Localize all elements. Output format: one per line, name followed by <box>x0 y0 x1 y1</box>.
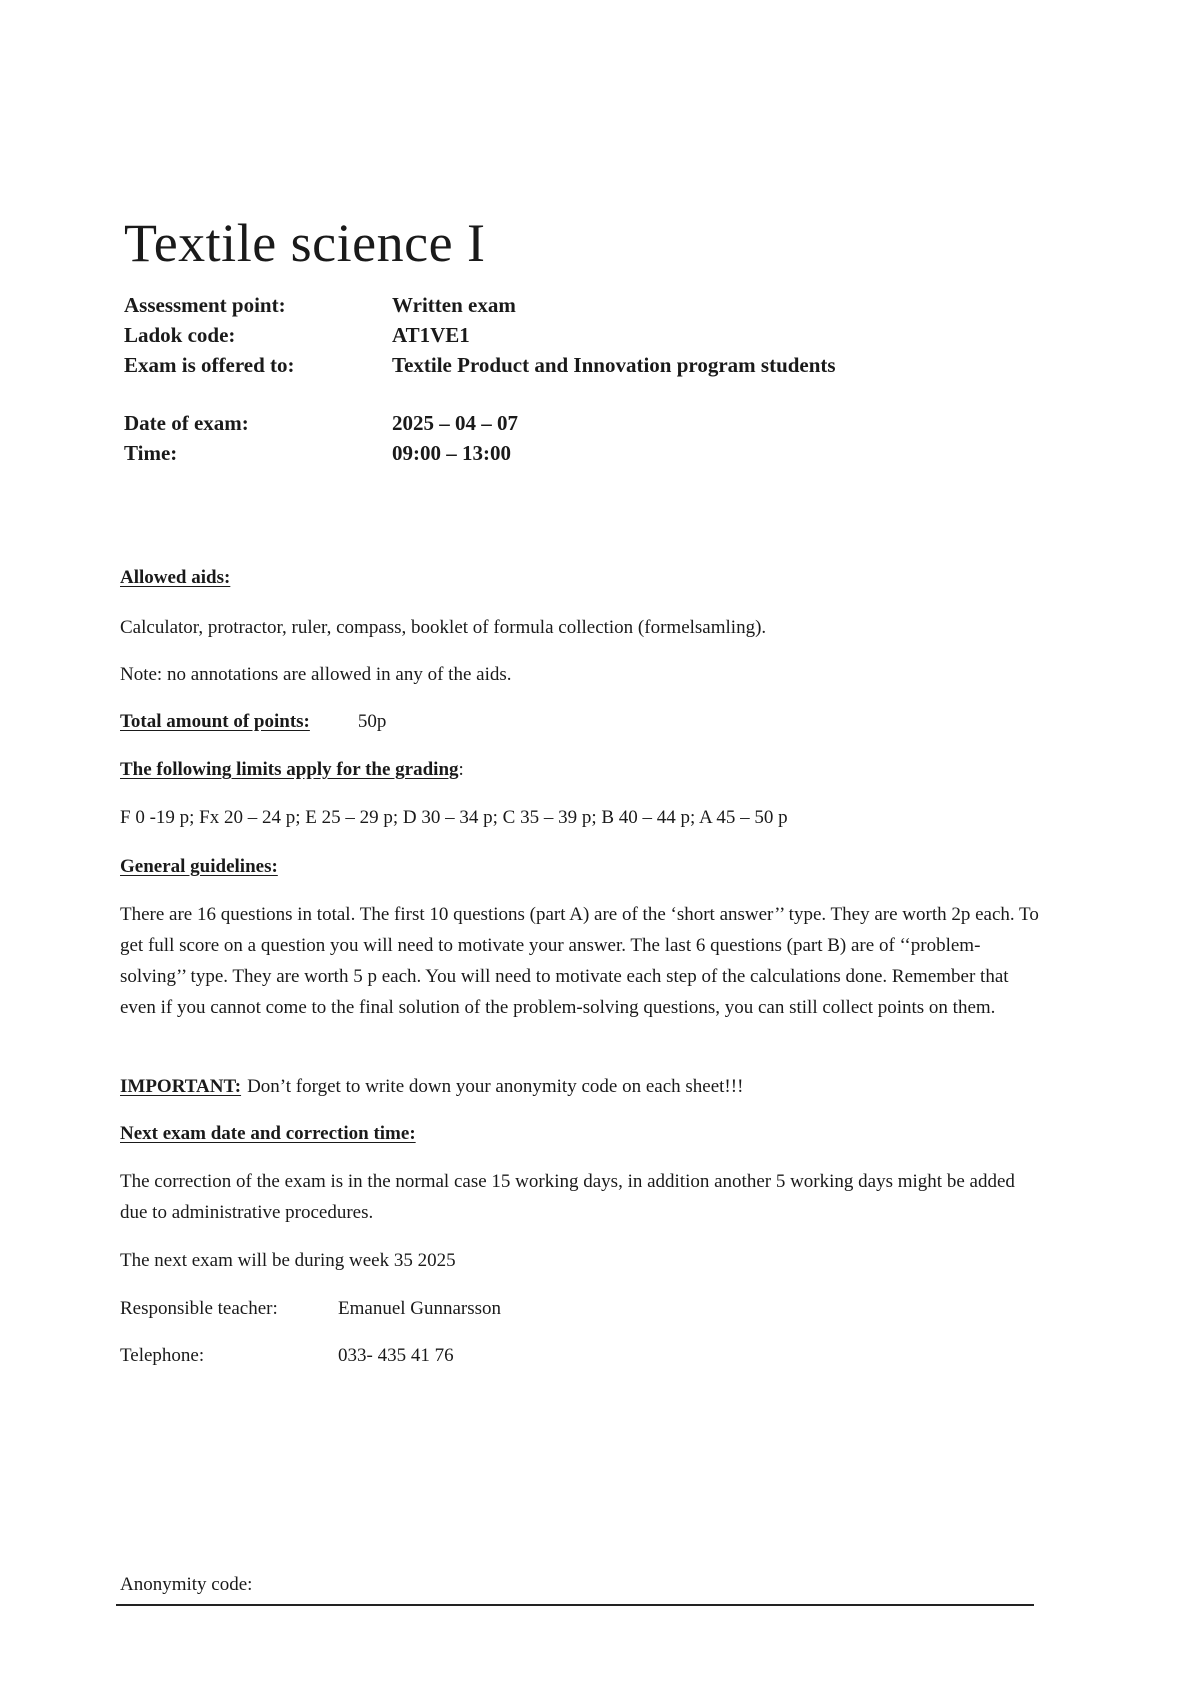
important-text: Don’t forget to write down your anonymity code on each sheet!!! <box>247 1076 744 1097</box>
next-exam-text: The next exam will be during week 35 2025 <box>120 1250 456 1271</box>
info-row-date <box>124 408 518 438</box>
info-value: Textile Product and Innovation program students <box>392 352 836 377</box>
info-label: Exam is offered to: <box>124 352 295 377</box>
allowed-aids-note: Note: no annotations are allowed in any of the aids. <box>120 664 512 685</box>
info-label: Ladok code: <box>124 322 236 347</box>
anonymity-code-label: Anonymity code: <box>120 1574 253 1595</box>
phone-label: Telephone: <box>120 1345 205 1366</box>
page-title: Textile science I <box>124 213 486 273</box>
phone-value: 033- 435 41 76 <box>338 1345 454 1366</box>
total-points-value: 50p <box>357 711 387 732</box>
grading-heading-colon: : <box>458 759 464 780</box>
grading-limits: F 0 -19 p; Fx 20 – 24 p; E 25 – 29 p; D 30 – 34 p; C 35 – 39 p; B 40 – 44 p; A 45 – 50 p <box>120 807 788 828</box>
phone-row <box>120 1340 1040 1371</box>
total-points-heading: Total amount of points: <box>120 711 310 732</box>
info-value: AT1VE1 <box>392 322 470 347</box>
grading-heading-row <box>120 754 1040 785</box>
exam-info-block <box>124 290 836 380</box>
allowed-aids-text: Calculator, protractor, ruler, compass, booklet of formula collection (formelsamling). <box>120 617 767 638</box>
next-exam-heading: Next exam date and correction time: <box>120 1123 416 1144</box>
guidelines-text: There are 16 questions in total. The first 10 questions (part A) are of the ‘short answer’’ type. They are worth 2p each. To get full score on a question you will need to motivate your answer. The last 6 questions (part B) are of ‘‘problem-solving’’ type. They are worth 5 p each. You will need to motivate each step of the calculations done. Remember that even if you cannot come to the final solution of the problem-solving questions, you can still collect points on them. <box>120 904 1039 1018</box>
grading-heading: The following limits apply for the grading <box>120 759 459 780</box>
info-value: 2025 – 04 – 07 <box>392 410 518 435</box>
important-note <box>120 1071 1040 1102</box>
info-value: Written exam <box>392 292 516 317</box>
info-row-ladok <box>124 320 836 350</box>
teacher-row <box>120 1293 1040 1324</box>
guidelines-heading: General guidelines: <box>120 856 278 877</box>
info-label: Time: <box>124 440 178 465</box>
total-points-row <box>120 706 1040 737</box>
exam-date-block <box>124 408 518 468</box>
info-label: Date of exam: <box>124 410 249 435</box>
info-row-assessment <box>124 290 836 320</box>
info-row-offered-to <box>124 350 836 380</box>
info-value: 09:00 – 13:00 <box>392 440 511 465</box>
important-heading: IMPORTANT: <box>120 1076 242 1097</box>
info-row-time <box>124 438 518 468</box>
correction-text: The correction of the exam is in the normal case 15 working days, in addition another 5 working days might be added due to administrative procedures. <box>120 1171 1015 1223</box>
teacher-value: Emanuel Gunnarsson <box>338 1298 502 1319</box>
teacher-label: Responsible teacher: <box>120 1298 278 1319</box>
allowed-aids-heading: Allowed aids: <box>120 567 231 588</box>
anonymity-code-line <box>116 1604 1034 1606</box>
info-label: Assessment point: <box>124 292 286 317</box>
